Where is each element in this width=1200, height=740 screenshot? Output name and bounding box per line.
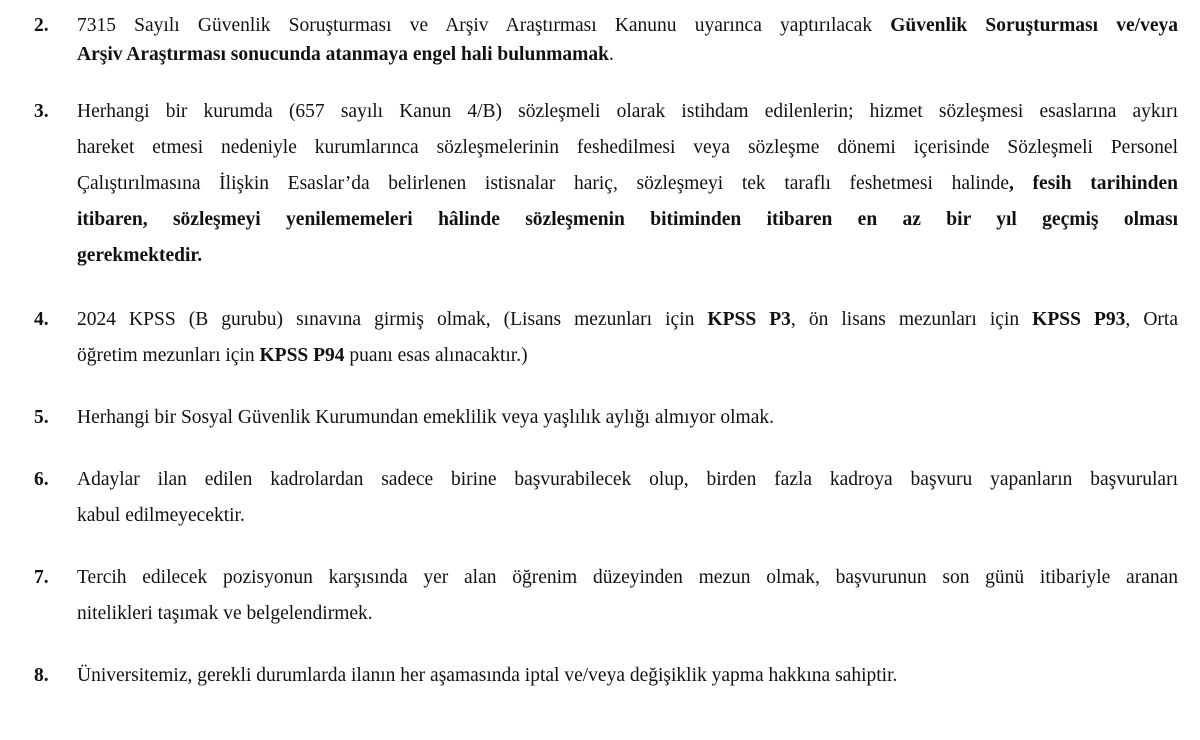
item-number: 4. [34, 309, 49, 330]
bold-text: Arşiv Araştırması sonucunda atanmaya engel hali bulunmamak [77, 44, 609, 65]
text-line [77, 338, 1178, 374]
text-line: Tercih edilecek pozisyonun karşısında yer alan öğrenim düzeyinden mezun olmak, başvurunun son günü itibariyle aranan [77, 567, 1178, 588]
item-text [77, 400, 1178, 436]
text-line [77, 302, 1178, 338]
bold-text: KPSS P94 [259, 345, 345, 366]
bold-line: gerekmektedir. [77, 245, 203, 266]
text-run: 7315 Sayılı Güvenlik Soruşturması ve Arşiv Araştırması Kanunu uyarınca yaptırılacak [77, 15, 891, 36]
bold-text: KPSS P93 [1032, 309, 1126, 330]
item-text [77, 11, 1178, 69]
bold-text: fesih tarihinden [1013, 173, 1178, 194]
item-text [77, 462, 1178, 534]
underlined-comma: , [1009, 173, 1014, 194]
text-run: , Orta [1125, 309, 1178, 330]
text-run: . [609, 44, 614, 65]
item-number: 5. [34, 407, 49, 428]
text-run: puanı esas alınacaktır.) [344, 345, 528, 366]
text-line [77, 166, 1178, 202]
text-line [77, 11, 1178, 40]
item-number: 3. [34, 101, 49, 122]
text-run: , ön lisans mezunları için [790, 309, 1033, 330]
text-line [77, 40, 1178, 69]
item-text [77, 94, 1178, 274]
item-text [77, 560, 1178, 632]
bold-text: Güvenlik Soruşturması ve/veya [890, 15, 1178, 36]
item-text [77, 302, 1178, 374]
text-run: öğretim mezunları için [77, 345, 260, 366]
text-line: Herhangi bir Sosyal Güvenlik Kurumundan emeklilik veya yaşlılık aylığı almıyor olmak. [77, 407, 774, 428]
bold-line: itibaren, sözleşmeyi yenilememeleri hâlinde sözleşmenin bitiminden itibaren en az bir yıl geçmiş olması [77, 209, 1178, 230]
text-line: Adaylar ilan edilen kadrolardan sadece birine başvurabilecek olup, birden fazla kadroya başvuru yapanların başvuruları [77, 469, 1178, 490]
item-number: 2. [34, 15, 49, 36]
item-number: 6. [34, 469, 49, 490]
text-line: kabul edilmeyecektir. [77, 505, 245, 526]
item-number: 8. [34, 665, 49, 686]
bold-text: KPSS P3 [707, 309, 791, 330]
text-run: Çalıştırılmasına İlişkin Esaslar’da belirlenen istisnalar hariç, sözleşmeyi tek taraflı feshetmesi halinde [77, 173, 1009, 194]
item-text [77, 658, 1178, 694]
text-line: hareket etmesi nedeniyle kurumlarınca sözleşmelerinin feshedilmesi veya sözleşme dönemi içerisinde Sözleşmeli Personel [77, 137, 1178, 158]
text-line: Üniversitemiz, gerekli durumlarda ilanın her aşamasında iptal ve/veya değişiklik yapma hakkına sahiptir. [77, 665, 898, 686]
item-number: 7. [34, 567, 49, 588]
text-line: nitelikleri taşımak ve belgelendirmek. [77, 603, 373, 624]
text-run: 2024 KPSS (B gurubu) sınavına girmiş olmak, (Lisans mezunları için [77, 309, 708, 330]
text-line: Herhangi bir kurumda (657 sayılı Kanun 4/B) sözleşmeli olarak istihdam edilenlerin; hizmet sözleşmesi esaslarına aykırı [77, 101, 1178, 122]
